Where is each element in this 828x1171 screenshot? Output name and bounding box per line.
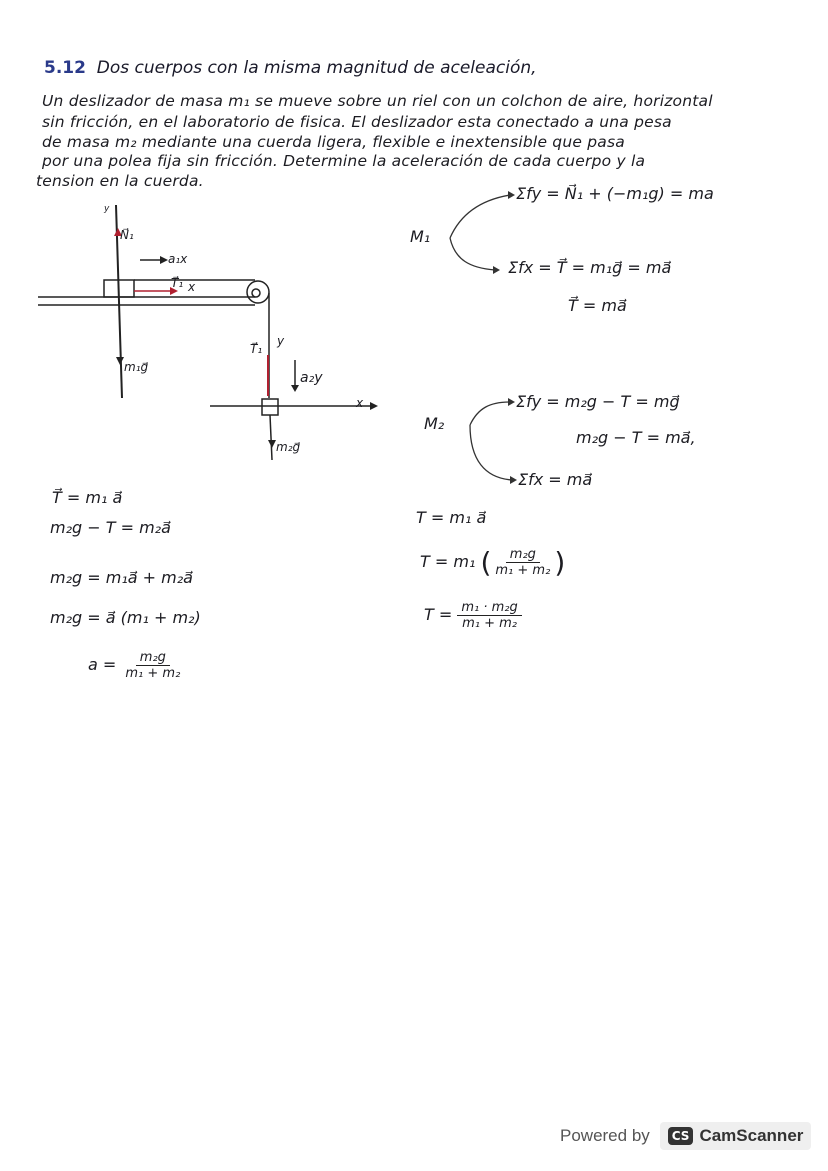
problem-line: tension en la cuerda. xyxy=(36,172,204,190)
m1-label: M₁ xyxy=(410,227,431,246)
m2-sum-fx: Σfx = ma⃗ xyxy=(518,470,593,489)
problem-title-text: Dos cuerpos con la misma magnitud de aceleación, xyxy=(96,58,537,78)
tension-eq3-fraction xyxy=(457,600,521,631)
tension-eq3-numerator: m₁ · m₂g xyxy=(457,600,521,616)
equation-left: T⃗ = m₁ a⃗ xyxy=(52,488,123,507)
accel-denominator: m₁ + m₂ xyxy=(125,666,181,681)
equation-left: m₂g = a⃗ (m₁ + m₂) xyxy=(50,608,201,627)
m1-tension: T⃗ = ma⃗ xyxy=(568,296,627,315)
m1-sum-fy: Σfy = N⃗₁ + (−m₁g) = ma xyxy=(516,184,714,203)
tension-eq2: T = m₁ ( $\frac{\text{m₂g}}{\text{m₁ + m₂}}$ ) xyxy=(420,546,566,579)
label-y-top: y xyxy=(104,204,110,214)
m1-sum-fx: Σfx = T⃗ = m₁g⃗ = ma⃗ xyxy=(508,258,672,277)
label-y-right: y xyxy=(277,334,285,348)
label-m1g: m₁g⃗ xyxy=(124,360,149,374)
label-m2g: m₂g⃗ xyxy=(276,440,301,454)
tension-eq1: T = m₁ a⃗ xyxy=(416,508,487,527)
tension-eq2-lhs: T = m₁ xyxy=(420,552,476,571)
label-x-top: x xyxy=(188,280,196,294)
tension-eq3 xyxy=(424,600,522,631)
tension-eq3-denominator: m₁ + m₂ xyxy=(462,616,518,631)
camscanner-brand: CamScanner xyxy=(699,1126,804,1145)
accel-numerator: m₂g xyxy=(136,650,170,666)
accel-lhs: a = xyxy=(88,655,117,674)
tension-eq3-lhs: T = xyxy=(424,605,453,624)
label-n1: N⃗₁ xyxy=(120,228,134,242)
camscanner-footer xyxy=(560,1122,811,1150)
powered-by-text: Powered by xyxy=(560,1126,650,1145)
problem-line: por una polea fija sin fricción. Determine la aceleración de cada cuerpo y la xyxy=(42,152,646,170)
m2-label: M₂ xyxy=(424,414,445,433)
problem-line: sin fricción, en el laboratorio de fisica. El deslizador esta conectado a una pesa xyxy=(42,113,672,131)
equation-left: m₂g = m₁a⃗ + m₂a⃗ xyxy=(50,568,193,587)
equation-left: m₂g − T = m₂a⃗ xyxy=(50,518,171,537)
tension-eq2-numerator: m₂g xyxy=(506,547,540,563)
m2-sum-fy2: m₂g − T = ma⃗, xyxy=(576,428,696,447)
problem-line: de masa m₂ mediante una cuerda ligera, flexible e inextensible que pasa xyxy=(42,133,625,151)
camscanner-logo-icon: CS xyxy=(668,1127,694,1145)
tension-eq2-denominator: m₁ + m₂ xyxy=(495,563,551,578)
m2-sum-fy: Σfy = m₂g − T = mg⃗ xyxy=(516,392,680,411)
camscanner-badge xyxy=(660,1122,812,1150)
problem-line: Un deslizador de masa m₁ se mueve sobre un riel con un colchon de aire, horizontal xyxy=(42,92,713,110)
problem-number: 5.12 xyxy=(44,58,86,78)
tension-eq2-fraction xyxy=(491,547,554,578)
label-t1: T⃗₁ xyxy=(171,276,184,290)
label-t1-right: T⃗₁ xyxy=(250,342,263,356)
label-a1x: a₁x xyxy=(168,252,188,266)
label-a2y: a₂y xyxy=(300,370,323,386)
label-x-right: x xyxy=(356,396,364,410)
